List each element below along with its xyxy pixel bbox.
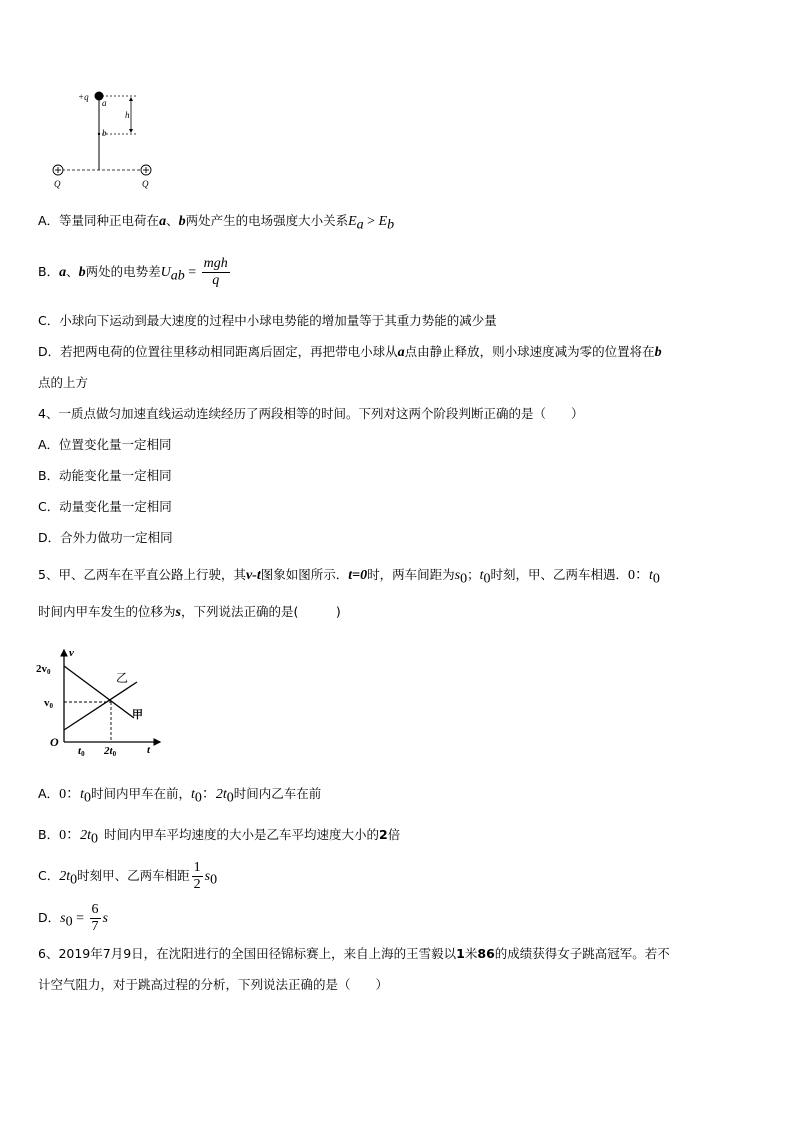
q5-s0: s	[454, 568, 461, 583]
q5-d-s0: s	[60, 911, 66, 926]
q6-text1: 6、2019年7月9日，在沈阳进行的全国田径锦标赛上，来自上海的王雪毅以	[38, 946, 457, 961]
q3-a-Ea: E	[348, 214, 357, 229]
q4-option-d: D．合外力做功一定相同	[38, 530, 173, 545]
q5-t2: t	[649, 568, 653, 583]
q3-b-prefix: B．	[38, 264, 60, 279]
q5-t2-sub: 0	[652, 571, 660, 587]
q5-d-eq: =	[72, 911, 88, 926]
q5-stem-line2	[38, 603, 341, 622]
q3-a-Eb: E	[378, 214, 388, 229]
q3-d-var-a: a	[397, 345, 405, 360]
q6-stem-line1	[38, 945, 670, 963]
q5-a-t2: t	[190, 787, 195, 802]
q5-c-s-sub: 0	[210, 872, 218, 888]
y-label-2v0: 2v0	[36, 663, 51, 676]
q3-a-prefix: A．等量同种正电荷在	[38, 213, 160, 228]
q5-s1e: 时刻，甲、乙两车相遇．	[490, 567, 629, 582]
q5-d-fraction	[90, 902, 101, 935]
q5-c-fraction	[192, 860, 203, 893]
charge-top-label: +q	[78, 92, 89, 102]
q5-d-den: 7	[91, 919, 99, 934]
q3-option-d-line2: 点的上方	[38, 375, 89, 390]
q5-b-text: 时间内甲车平均速度的大小是乙车平均速度大小的	[103, 827, 379, 842]
q5-s2a: 时间内甲车发生的位移为	[38, 604, 176, 619]
y-label-v0: v0	[44, 697, 53, 710]
q3-b-num: mgh	[203, 256, 228, 271]
right-charge-label: Q	[142, 179, 149, 189]
q5-c-s: s	[204, 869, 211, 884]
q5-range: 0：	[628, 568, 650, 583]
q3-a-gt: >	[363, 214, 379, 229]
q5-s2b: ，下列说法正确的是( )	[180, 604, 341, 619]
q5-s1b: 图象如图所示．	[260, 567, 349, 582]
q4-option-b: B．动能变化量一定相同	[38, 468, 172, 483]
q3-option-a	[38, 212, 394, 235]
q6-text2: 的成绩获得女子跳高冠军。若不	[494, 946, 670, 961]
q5-vt: v-t	[245, 568, 261, 583]
q5-a-t2-sub: 0	[194, 790, 202, 806]
q5-t-sub: 0	[483, 571, 491, 587]
q5-a-text1: 时间内甲车在前，	[90, 786, 191, 801]
q5-t0eq: t=0	[348, 568, 368, 583]
left-charge-label: Q	[54, 179, 61, 189]
q4-option-c: C．动量变化量一定相同	[38, 499, 172, 514]
q3-a-var-b: b	[178, 214, 186, 229]
t-axis-label: t	[147, 744, 151, 756]
q5-c-text: 时刻甲、乙两车相距	[77, 868, 190, 883]
q3-option-d-line1	[38, 343, 662, 362]
q6-86: 86	[477, 946, 495, 961]
q5-a-prefix: A．	[38, 786, 60, 801]
label-yi: 乙	[116, 671, 129, 685]
x-label-t0: t0	[78, 745, 85, 756]
q3-a-Ea-sub: a	[356, 217, 364, 233]
q5-d-s0-sub: 0	[65, 914, 73, 930]
q5-d-s: s	[102, 911, 108, 926]
q5-a-range: 0：	[59, 787, 81, 802]
q6-stem-line2: 计空气阻力，对于跳高过程的分析，下列说法正确的是（ ）	[38, 977, 389, 992]
point-b	[98, 133, 100, 135]
q3-a-text: 两处产生的电场强度大小关系	[185, 213, 349, 228]
line-yi	[64, 682, 137, 730]
point-b-label: b	[102, 128, 107, 138]
height-arrow-up	[129, 97, 133, 101]
q5-c-2t: 2t	[59, 869, 71, 884]
q5-b-range: 0：	[59, 828, 81, 843]
x-label-2t0: 2t0	[104, 745, 117, 756]
q5-option-d	[38, 900, 108, 941]
q4-option-a: A．位置变化量一定相同	[38, 437, 172, 452]
q5-s1a: 5、甲、乙两车在平直公路上行驶，其	[38, 567, 246, 582]
q3-b-U-sub: ab	[170, 268, 185, 284]
q3-option-c: C．小球向下运动到最大速度的过程中小球电势能的增加量等于其重力势能的减少量	[38, 313, 497, 328]
q5-a-text2: 时间内乙车在前	[233, 786, 322, 801]
q3-b-sep: 、	[66, 264, 79, 279]
q5-b-two: 2	[378, 827, 388, 842]
q3-a-var-a: a	[159, 214, 167, 229]
q5-t: t	[479, 568, 484, 583]
q5-d-prefix: D．	[38, 910, 61, 925]
q5-option-a	[38, 785, 321, 808]
q5-stem-line1	[38, 566, 660, 589]
q3-b-den: q	[212, 273, 220, 288]
charge-diagram	[36, 86, 166, 190]
q5-a-2t: 2t	[215, 787, 227, 802]
q3-d-text2: 点由静止释放，则小球速度减为零的位置将在	[404, 344, 655, 359]
q5-d-num: 6	[91, 902, 99, 917]
q5-c-den: 2	[193, 877, 201, 892]
q5-a-colon: ：	[201, 787, 216, 802]
q5-s: s	[175, 605, 181, 620]
q5-option-b	[38, 826, 400, 849]
vt-graph	[34, 644, 164, 756]
q5-b-prefix: B．	[38, 827, 60, 842]
q5-s1d: ；	[467, 567, 480, 582]
q5-a-t: t	[80, 787, 84, 802]
height-arrow-down	[129, 129, 133, 133]
q5-s0-sub: 0	[460, 571, 468, 587]
v-axis-label: v	[69, 647, 74, 659]
q3-option-b	[38, 254, 232, 295]
q3-b-fraction	[202, 256, 230, 289]
q5-b-suffix: 倍	[387, 827, 401, 842]
q3-b-eq: =	[184, 265, 200, 280]
q5-s1c: 时，两车间距为	[367, 567, 455, 582]
q6-one: 1	[456, 946, 465, 961]
q5-b-2t-sub: 0	[90, 831, 98, 847]
q5-b-2t: 2t	[80, 828, 91, 843]
q5-a-t-sub: 0	[83, 790, 91, 806]
q6-mi: 米	[464, 946, 478, 961]
q3-b-var-b: b	[78, 265, 86, 280]
q3-a-sep: 、	[166, 213, 179, 228]
q3-b-text: 两处的电势差	[85, 264, 161, 279]
q4-stem: 4、一质点做匀加速直线运动连续经历了两段相等的时间。下列对这两个阶段判断正确的是（ ）	[38, 406, 584, 421]
q5-option-c	[38, 858, 217, 899]
label-jia: 甲	[132, 709, 143, 721]
q5-c-num: 1	[193, 860, 201, 875]
q3-b-U: U	[160, 265, 171, 280]
q5-a-2t-sub: 0	[226, 790, 234, 806]
point-a-label: a	[102, 98, 107, 108]
q5-c-2t-sub: 0	[70, 872, 78, 888]
q3-a-Eb-sub: b	[387, 217, 395, 233]
q5-c-prefix: C．	[38, 868, 60, 883]
q3-b-var-a: a	[59, 265, 67, 280]
origin-label: O	[50, 735, 59, 749]
q3-d-var-b: b	[654, 345, 662, 360]
height-label: h	[125, 110, 130, 120]
q3-d-text1: D．若把两电荷的位置往里移动相同距离后固定，再把带电小球从	[38, 344, 398, 359]
